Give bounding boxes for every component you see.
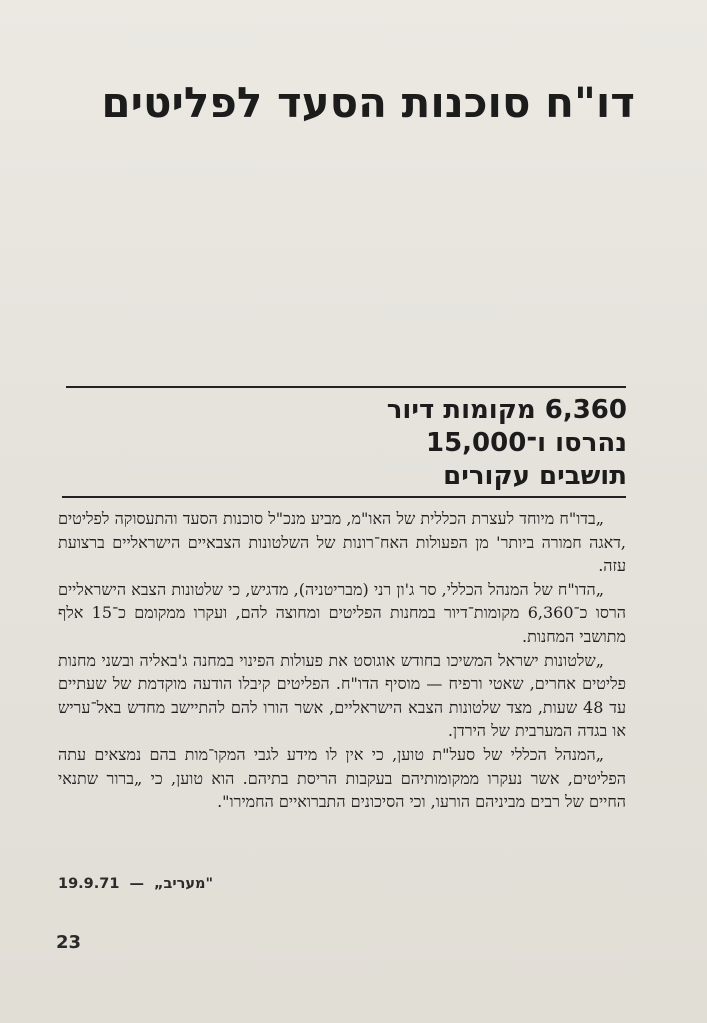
paragraph-1: „בדו"ח מיוחד לעצרת הכללית של האו"מ, מביע מנכ"ל סוכנות הסעד והתעסוקה לפליטים ,דאגה חמורה ביותר' מן הפעולות האח־רונות של השלטונות הצבאיים הישראליים ברצועת עזה. xyxy=(58,509,626,576)
bottom-divider xyxy=(62,496,626,498)
paragraph-2: „הדו"ח של המנהל הכללי, סר ג'ון רני (מבריטניה), מדגיש, כי שלטונות הצבא הישראליים הרסו כ־6,360 מקומות־דיור במחנות הפליטים ומחוצה להם, ועקרו ממקומם כ־15 אלף מתושבי המחנות. xyxy=(58,579,626,646)
source-date: 19.9.71 xyxy=(58,876,120,892)
top-divider xyxy=(66,386,626,388)
article-body xyxy=(58,507,626,814)
headline-line-1: 6,360 מקומות דיור xyxy=(386,395,627,425)
article-headline xyxy=(87,394,627,493)
paragraph-3: „שלטונות ישראל המשיכו בחודש אוגוסט את פעולות הפינוי במחנה ג'באליה ובשני מחנות פליטים אחרים, שאטי ורפיח — מוסיף הדו"ח. הפליטים קיבלו הודעה מוקדמת של שעתיים עד 48 שעות, מצד שלטונות הצבא הישראליים, אשר הורו להם להתיישב מחדש באל־עריש או בגדה המערבית של הירדן. xyxy=(58,650,626,741)
article-title: דו"ח סוכנות הסעד לפליטים xyxy=(101,78,635,127)
headline-line-2: נהרסו ו־15,000 xyxy=(425,428,627,458)
source-dash: — xyxy=(129,876,144,892)
page-number: 23 xyxy=(56,932,82,953)
source-publication: „מעריב" xyxy=(153,876,214,892)
paragraph-4: „המנהל הכללי של סעל"ת טוען, כי אין לו מידע לגבי המקו־מות בהם נמצאים עתה הפליטים, אשר נעקרו ממקומותיהם בעקבות הריסת בתיהם. הוא טוען, כי „ברור שתנאי החיים של רבים מביניהם הורעו, וכי הסיכונים התברואיים החמירו". xyxy=(58,744,626,812)
headline-line-3: תושבים עקורים xyxy=(443,461,627,491)
source-citation xyxy=(58,876,213,892)
